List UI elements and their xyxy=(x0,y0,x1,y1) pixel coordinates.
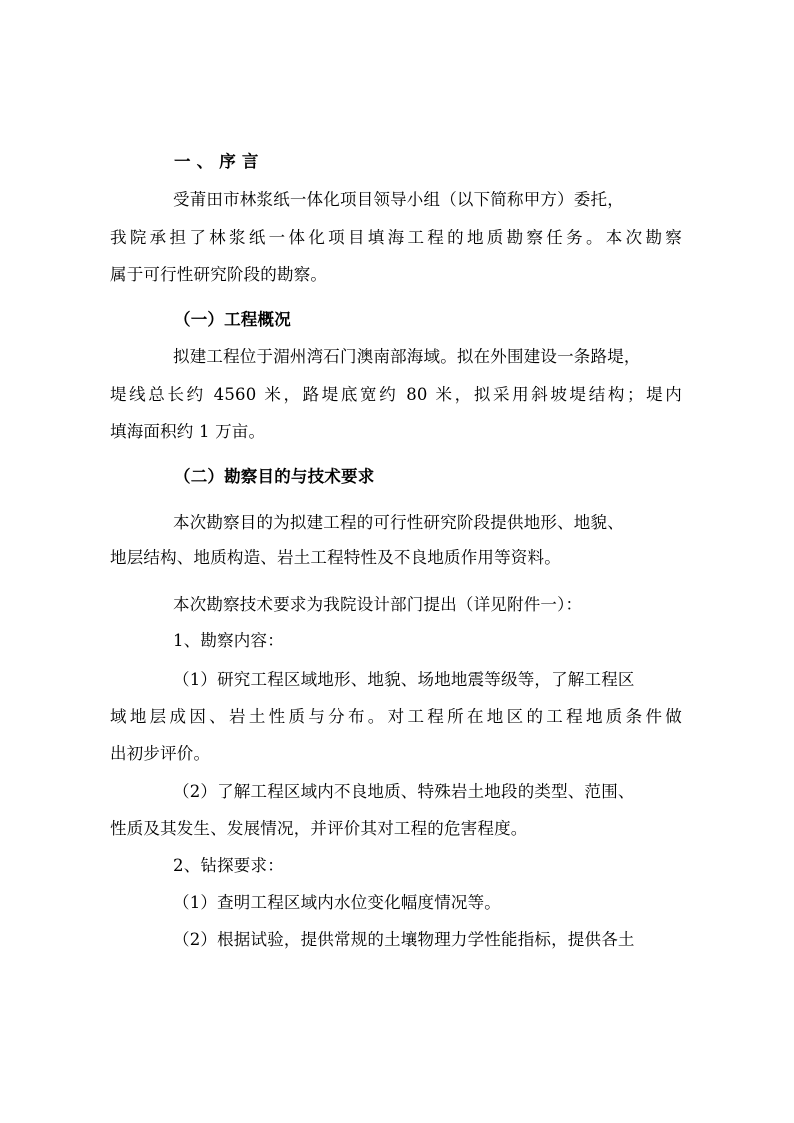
intro-line-2: 我院承担了林浆纸一体化项目填海工程的地质勘察任务。本次勘察 xyxy=(110,228,682,247)
heading-drilling: 2、钻探要求： xyxy=(173,856,284,875)
heading-overview: （一）工程概况 xyxy=(174,310,291,329)
overview-line-2: 堤线总长约 4560 米，路堤底宽约 80 米，拟采用斜坡堤结构；堤内 xyxy=(110,385,682,404)
overview-line-3: 填海面积约 1 万亩。 xyxy=(110,422,266,441)
content-item1-line-2: 域地层成因、岩土性质与分布。对工程所在地区的工程地质条件做 xyxy=(110,707,682,726)
purpose-line-2: 地层结构、地质构造、岩土工程特性及不良地质作用等资料。 xyxy=(110,548,561,567)
purpose-line-1: 本次勘察目的为拟建工程的可行性研究阶段提供地形、地貌、 xyxy=(173,513,624,532)
content-item1-line-3: 出初步评价。 xyxy=(110,744,211,763)
drill-item2: （2）根据试验，提供常规的土壤物理力学性能指标，提供各土 xyxy=(173,930,635,949)
heading-purpose: （二）勘察目的与技术要求 xyxy=(174,467,375,486)
content-item1-line-1: （1）研究工程区域地形、地貌、场地地震等级等，了解工程区 xyxy=(173,670,635,689)
overview-line-1: 拟建工程位于湄州湾石门澳南部海域。拟在外围建设一条路堤， xyxy=(173,347,641,366)
content-item2-line-2: 性质及其发生、发展情况，并评价其对工程的危害程度。 xyxy=(110,819,528,838)
content-item2-line-1: （2）了解工程区域内不良地质、特殊岩土地段的类型、范围、 xyxy=(173,782,635,801)
intro-line-3: 属于可行性研究阶段的勘察。 xyxy=(110,265,328,284)
heading-intro: 一 、 序 言 xyxy=(174,152,259,171)
intro-line-1: 受莆田市林浆纸一体化项目领导小组（以下简称甲方）委托， xyxy=(173,190,624,209)
drill-item1: （1）查明工程区域内水位变化幅度情况等。 xyxy=(173,893,501,912)
heading-survey-content: 1、勘察内容： xyxy=(173,631,284,650)
tech-requirements-line: 本次勘察技术要求为我院设计部门提出（详见附件一）： xyxy=(173,595,583,614)
